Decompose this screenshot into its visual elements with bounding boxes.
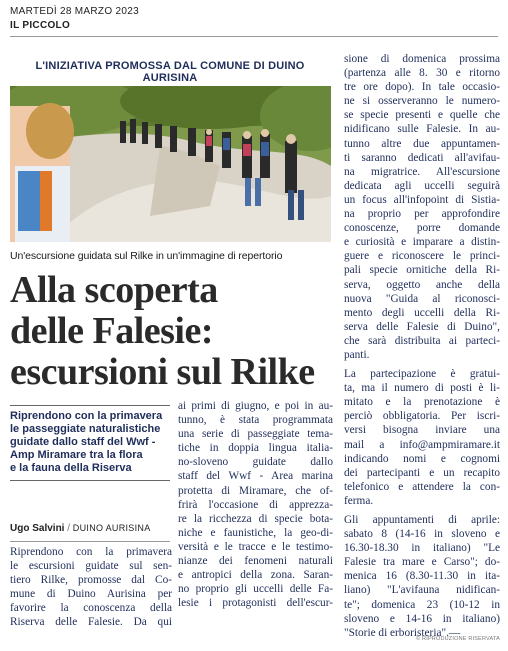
newspaper-name: IL PICCOLO bbox=[10, 20, 71, 31]
body-line: re la ricchezza di specie bota- bbox=[178, 512, 333, 525]
headline-line-2: delle Falesie: bbox=[10, 310, 213, 352]
body-line: nuova "Guida al riconosci- bbox=[344, 292, 500, 305]
body-line: Falesie tra mare e Carso"; do- bbox=[344, 556, 500, 569]
body-line: Riserva delle Falesie. Da qui bbox=[10, 616, 172, 629]
body-line: e curiosità e imparare a distin- bbox=[344, 236, 500, 249]
body-line: Gli appuntamenti di aprile: bbox=[344, 514, 500, 526]
body-line: ne si osserveranno le numero- bbox=[344, 95, 500, 108]
summary-line: e la fauna della Riserva bbox=[10, 462, 132, 474]
body-line: no proprio gli uccelli delle Fa- bbox=[178, 583, 333, 596]
body-line: nianze dei fenomeni naturali bbox=[178, 555, 333, 568]
body-line: 16.30-18.30 in italiano) "Le bbox=[344, 542, 500, 555]
body-line: sabato 8 (14-16 in sloveno e bbox=[344, 528, 500, 541]
body-line: e antropici della zona. Saran- bbox=[178, 569, 333, 582]
edition-date: MARTEDÌ 28 MARZO 2023 bbox=[10, 6, 139, 17]
summary-line: Amp Miramare tra la flora bbox=[10, 449, 143, 461]
article-photo bbox=[10, 86, 331, 242]
body-line: conoscenze, porre domande bbox=[344, 222, 500, 235]
body-line: tunno, è stata programmata bbox=[178, 414, 333, 427]
body-line: tiero Rilke, promosse dal Co- bbox=[10, 574, 172, 587]
body-line: guere e riconoscere le princi- bbox=[344, 250, 500, 263]
byline-separator: / bbox=[67, 523, 71, 534]
headline bbox=[10, 270, 340, 393]
body-line: (partenza alle 8. 30 e ritorno bbox=[344, 67, 500, 80]
hikers-photo-illustration bbox=[10, 86, 331, 242]
body-line: se specie presenti e quelle che bbox=[344, 109, 500, 122]
body-line: menica 16 (8.30-11.30 in ita- bbox=[344, 570, 500, 583]
body-line: no-sloveno guidate dallo bbox=[178, 456, 333, 469]
body-line: La partecipazione è gratui- bbox=[344, 368, 500, 381]
body-line: sloveno e 14-16 in italiano) bbox=[344, 612, 500, 625]
body-column-3 bbox=[344, 52, 500, 640]
body-line: te"; domenica 23 (10-12 in bbox=[344, 598, 500, 611]
body-line: mune di Duino Aurisina per bbox=[10, 588, 172, 601]
body-line: serva, oggetto anche della bbox=[344, 278, 500, 291]
body-line: protetta di Miramare, che of- bbox=[178, 484, 333, 497]
body-line: una serie di passeggiate tema- bbox=[178, 428, 333, 441]
body-line: tiche in doppia lingua italia- bbox=[178, 442, 333, 455]
body-line: perciò obbligatoria. Per iscri- bbox=[344, 410, 500, 423]
body-line: tre ore dopo). In tale occasio- bbox=[344, 81, 500, 94]
body-line: le escursioni guidate sul sen- bbox=[10, 560, 172, 573]
body-line: indicando nomi e cognomi bbox=[344, 452, 500, 465]
body-line: che sarà distribuita ai parteci- bbox=[344, 334, 500, 347]
byline-rule bbox=[10, 541, 170, 542]
body-line: ferma. bbox=[344, 494, 374, 507]
body-line: Riprendono con la primavera bbox=[10, 546, 172, 558]
body-line: sione di domenica prossima bbox=[344, 53, 500, 65]
header-divider bbox=[10, 36, 498, 37]
body-line: na migratrice. All'escursione bbox=[344, 165, 500, 178]
body-line: ai primi di giugno, e poi in au- bbox=[178, 400, 333, 412]
body-line: "Storie di erboristeria".— bbox=[344, 626, 461, 639]
body-line: tunno altre due appuntamen- bbox=[344, 137, 500, 150]
body-line: dei partecipanti e un recapito bbox=[344, 466, 500, 479]
photo-caption: Un'escursione guidata sul Rilke in un'immagine di repertorio bbox=[10, 250, 283, 262]
article-summary bbox=[10, 410, 172, 475]
article-kicker: L'INIZIATIVA PROMOSSA DAL COMUNE DI DUINO AURISINA bbox=[35, 60, 305, 84]
body-line: versità e le tracce e le testimo- bbox=[178, 540, 333, 553]
body-line: panti. bbox=[344, 348, 370, 361]
body-line: niche e faunistiche, la geo-di- bbox=[178, 526, 333, 539]
summary-line: Riprendono con la primavera bbox=[10, 410, 163, 422]
body-line: ta, ma il numero di posti è li- bbox=[344, 382, 500, 395]
body-line: un focus all'infopoint di Sistia- bbox=[344, 193, 500, 206]
body-line: versi bisogna inviare una bbox=[344, 424, 500, 437]
body-line: liano) "L'avifauna nidifican- bbox=[344, 584, 500, 597]
body-line: staff del Wwf - Area marina bbox=[178, 470, 333, 483]
body-line: dedicata agli uccelli seguirà bbox=[344, 179, 500, 192]
body-column-2 bbox=[178, 399, 333, 610]
summary-line: guidate dallo staff del Wwf - bbox=[10, 436, 156, 448]
byline bbox=[10, 523, 151, 534]
body-line: mitato e la prenotazione è bbox=[344, 396, 500, 409]
headline-line-3: escursioni sul Rilke bbox=[10, 351, 315, 393]
summary-line: le passeggiate naturalistiche bbox=[10, 423, 161, 435]
body-line: frirà l'occasione di apprezza- bbox=[178, 498, 333, 511]
body-line: serva delle Falesie di Duino", bbox=[344, 320, 500, 333]
body-line: ti saranno dedicati all'avifau- bbox=[344, 151, 500, 164]
body-line: favorire la conoscenza della bbox=[10, 602, 172, 615]
copyright-credit: © RIPRODUZIONE RISERVATA bbox=[416, 636, 500, 642]
dateline-location: DUINO AURISINA bbox=[72, 523, 151, 533]
summary-bottom-rule bbox=[10, 480, 170, 481]
body-line: lesie i protagonisti dell'escur- bbox=[178, 597, 333, 610]
author-name: Ugo Salvini bbox=[10, 523, 65, 534]
summary-top-rule bbox=[10, 405, 170, 406]
body-line: mento degli uccelli della Ri- bbox=[344, 306, 500, 319]
body-line: pali specie ornitiche della Ri- bbox=[344, 264, 500, 277]
email-link-line[interactable]: mail a info@ampmiramare.it bbox=[344, 438, 500, 451]
body-line: nidificano sulle Falesie. In au- bbox=[344, 123, 500, 136]
body-column-1 bbox=[10, 545, 172, 630]
body-line: telefonico e attendere la con- bbox=[344, 480, 500, 493]
headline-line-1: Alla scoperta bbox=[10, 269, 218, 311]
body-line: na proprio per approfondire bbox=[344, 208, 500, 221]
